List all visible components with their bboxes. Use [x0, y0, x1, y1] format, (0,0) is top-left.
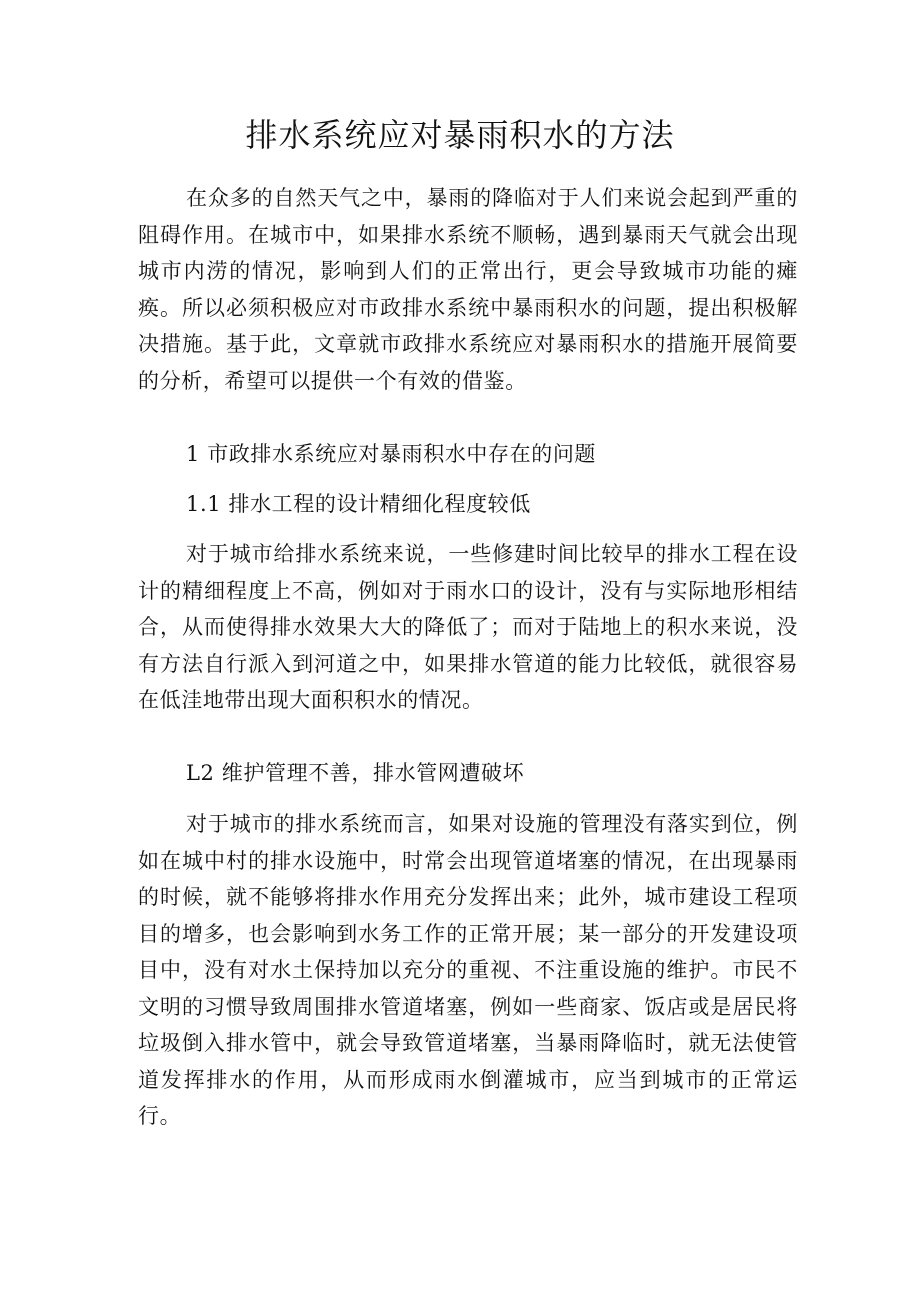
- subsection-heading-1-1: 1.1 排水工程的设计精细化程度较低: [186, 492, 531, 516]
- subsection-heading-1-2: L2 维护管理不善，排水管网遭破坏: [186, 761, 525, 785]
- paragraph-maintenance-issue: 对于城市的排水系统而言，如果对设施的管理没有落实到位，例如在城中村的排水设施中，时常会出现管道堵塞的情况，在出现暴雨的时候，就不能够将排水作用充分发挥出来；此外，城市建设工程项目的增多，也会影响到水务工作的正常开展；某一部分的开发建设项目中，没有对水土保持加以充分的重视、不注重设施的维护。市民不文明的习惯导致周围排水管道堵塞，例如一些商家、饭店或是居民将垃圾倒入排水管中，就会导致管道堵塞，当暴雨降临时，就无法使管道发挥排水的作用，从而形成雨水倒灌城市，应当到城市的正常运行。: [138, 812, 798, 1128]
- intro-paragraph: 在众多的自然天气之中，暴雨的降临对于人们来说会起到严重的阻碍作用。在城市中，如果排水系统不顺畅，遇到暴雨天气就会出现城市内涝的情况，影响到人们的正常出行，更会导致城市功能的瘫痪。所以必须积极应对市政排水系统中暴雨积水的问题，提出积极解决措施。基于此，文章就市政排水系统应对暴雨积水的措施开展简要的分析，希望可以提供一个有效的借鉴。: [138, 186, 798, 393]
- document-title: 排水系统应对暴雨积水的方法: [245, 116, 675, 154]
- paragraph-design-issue: 对于城市给排水系统来说，一些修建时间比较早的排水工程在设计的精细程度上不高，例如对于雨水口的设计，没有与实际地形相结合，从而使得排水效果大大的降低了；而对于陆地上的积水来说，没有方法自行派入到河道之中，如果排水管道的能力比较低，就很容易在低洼地带出现大面积积水的情况。: [138, 542, 798, 712]
- section-heading-1: 1 市政排水系统应对暴雨积水中存在的问题: [186, 442, 597, 466]
